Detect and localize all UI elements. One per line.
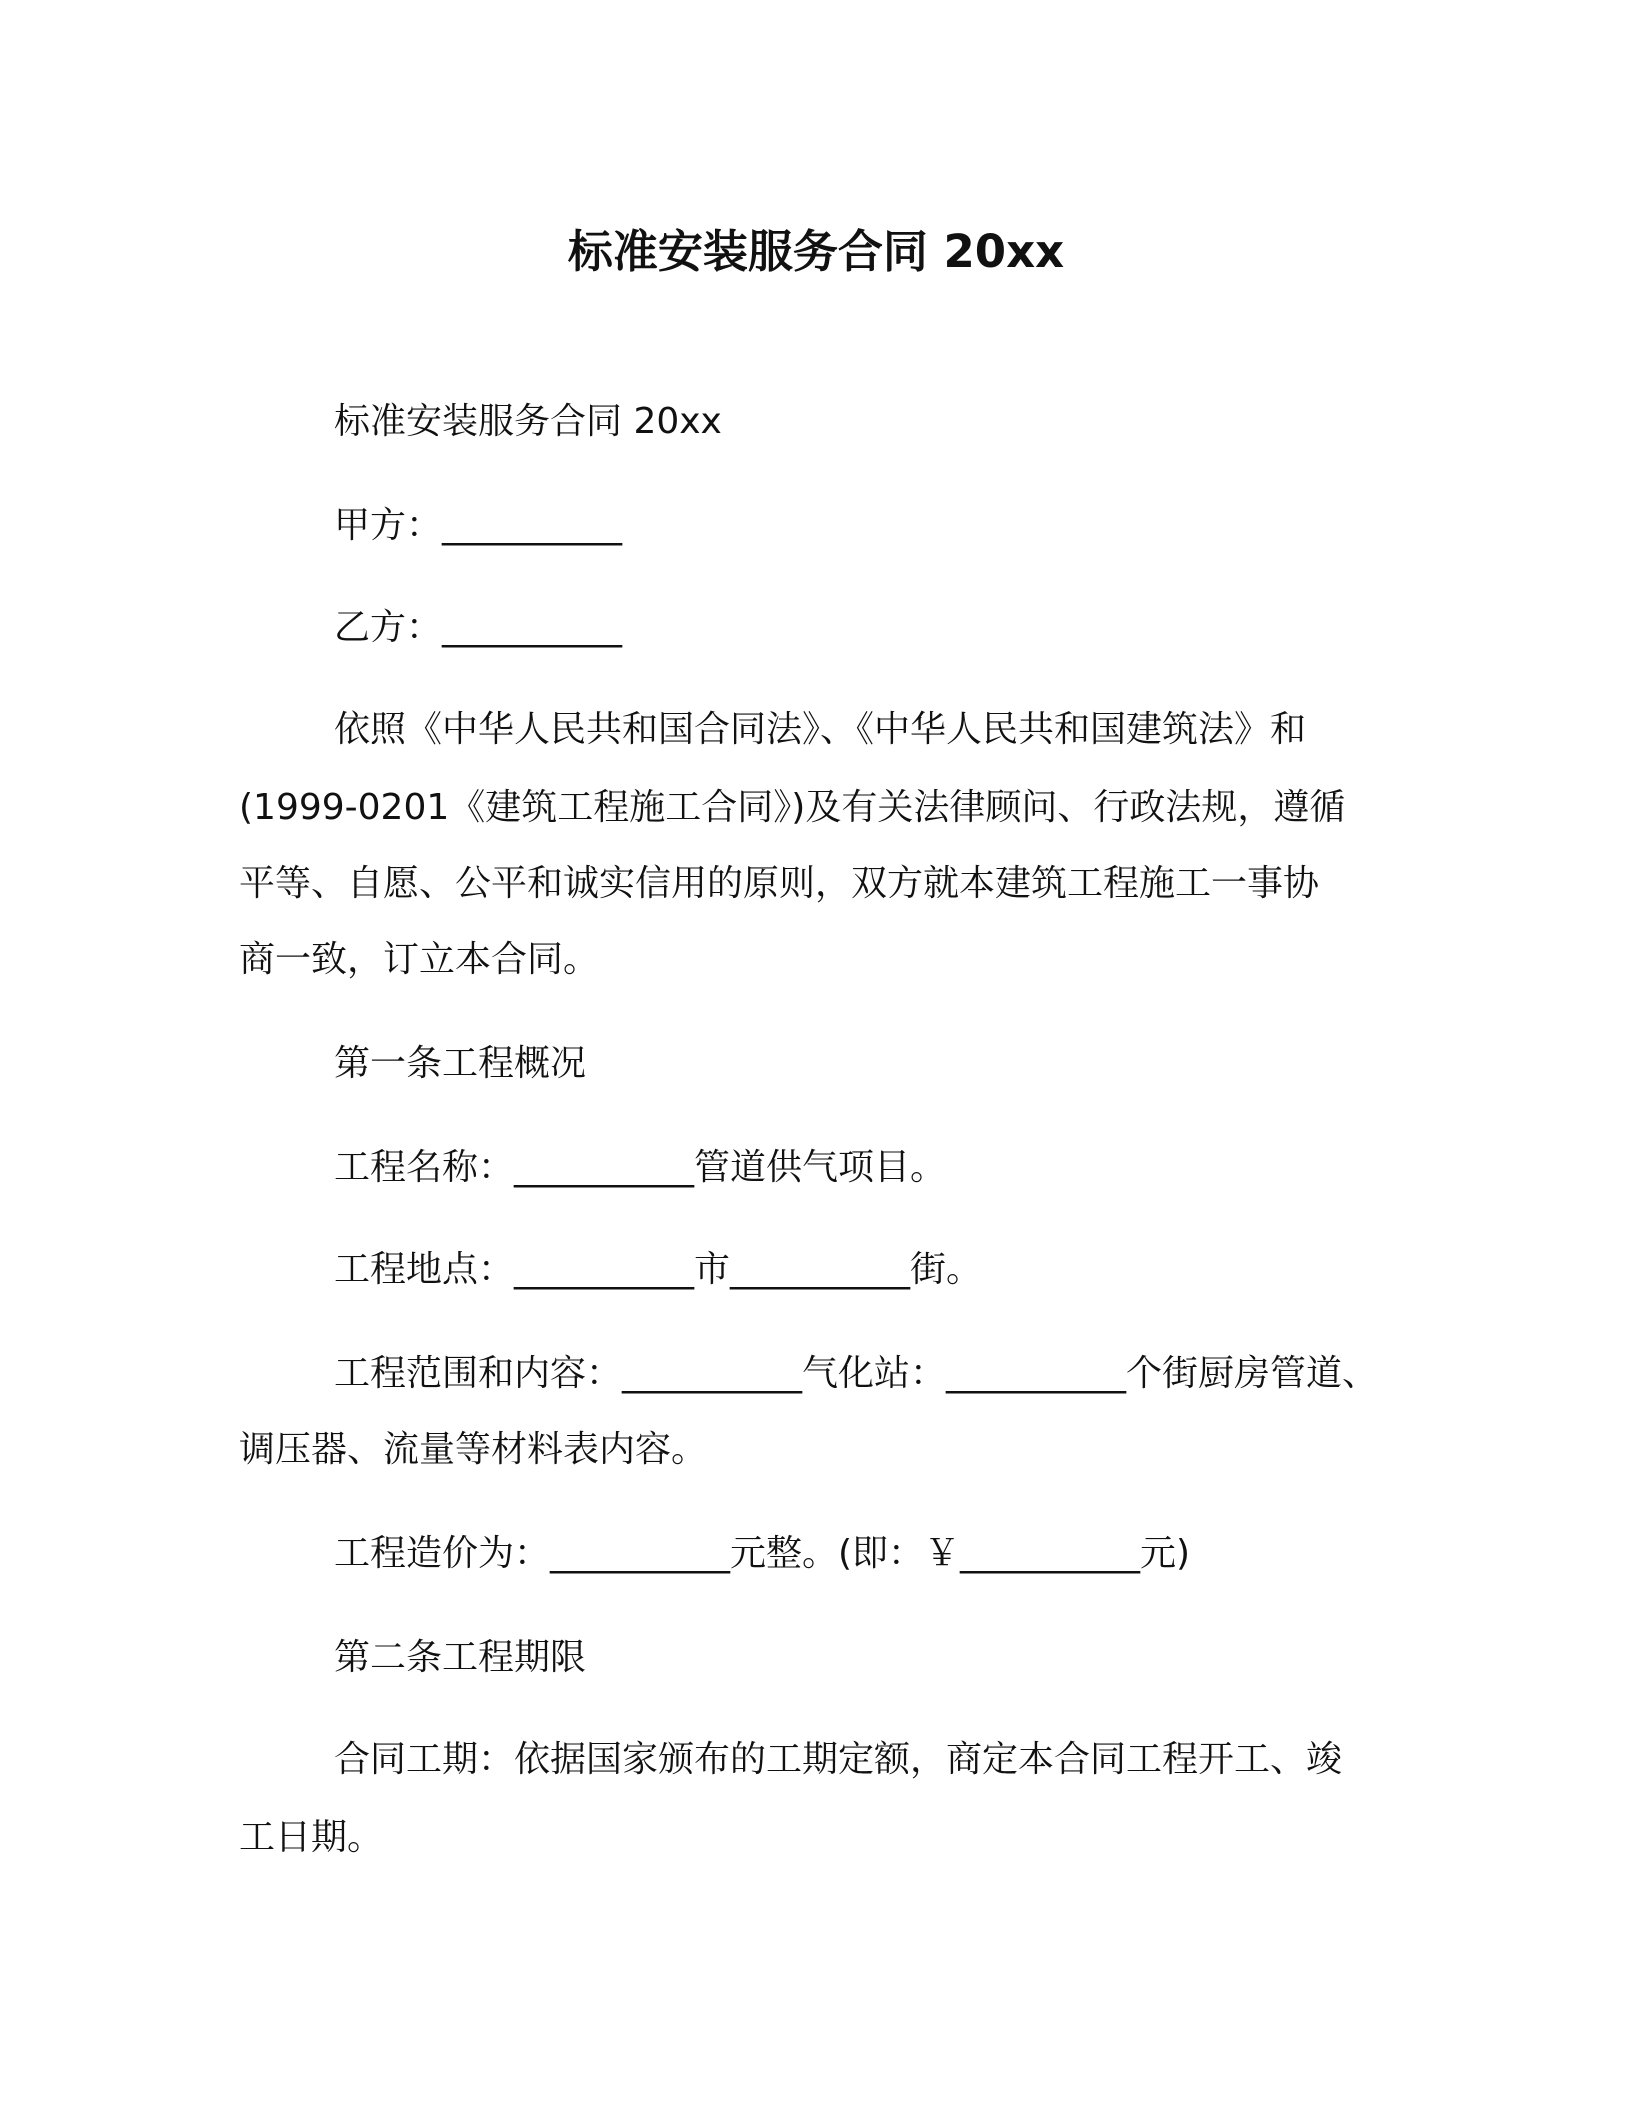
preamble-line-3: 平等、自愿、公平和诚实信用的原则，双方就本建筑工程施工一事协 (239, 863, 1320, 904)
project-cost-line: 工程造价为：__________元整。(即：￥__________元) (334, 1533, 1191, 1574)
preamble-line-1: 依照《中华人民共和国合同法》、《中华人民共和国建筑法》和 (334, 709, 1307, 750)
party-b-line: 乙方：__________ (334, 607, 623, 648)
contract-period-line-1: 合同工期：依据国家颁布的工期定额，商定本合同工程开工、竣 (334, 1739, 1343, 1780)
doc-subtitle-line: 标准安装服务合同 20xx (334, 401, 722, 442)
preamble-line-2: (1999-0201《建筑工程施工合同》)及有关法律顾问、行政法规，遵循 (239, 787, 1346, 828)
project-scope-line-1: 工程范围和内容：__________气化站：__________个街厨房管道、 (334, 1353, 1379, 1394)
project-name-line: 工程名称：__________管道供气项目。 (334, 1147, 947, 1188)
article-2-heading: 第二条工程期限 (334, 1637, 587, 1678)
contract-period-line-2: 工日期。 (239, 1817, 384, 1858)
party-a-line: 甲方：__________ (334, 505, 623, 546)
document-title: 标准安装服务合同 20xx (567, 225, 1065, 278)
project-location-line: 工程地点：__________市__________街。 (334, 1249, 983, 1290)
article-1-heading: 第一条工程概况 (334, 1043, 587, 1084)
project-scope-line-2: 调压器、流量等材料表内容。 (239, 1429, 708, 1470)
preamble-line-4: 商一致，订立本合同。 (239, 939, 600, 980)
